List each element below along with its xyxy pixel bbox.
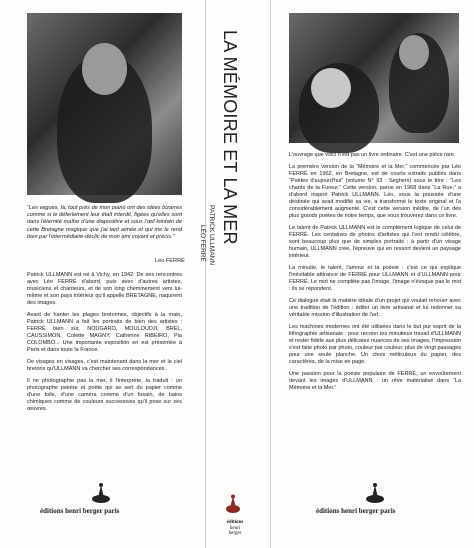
front-cover xyxy=(271,0,474,548)
spine-publisher xyxy=(215,520,255,537)
spine-title-block xyxy=(199,30,240,266)
front-paragraph: Une passion pour la poésie populaire de FERRÉ, un envoûtement devant les images d'ULLMANN : un rêve matérialisé dans “La Mémoire et la Mer.” xyxy=(289,371,461,391)
front-paragraph: L'ouvrage que voici n'est pas un livre ordinaire. C'est une pièce rare. xyxy=(289,152,456,158)
front-paragraph: Ce dialogue était là matière idéale d'un projet qui voulait renouer avec une tradition de l'édition : éditer un livre artisanal et lui redonner sa véritable mission d'illustration de l'art. xyxy=(289,298,461,318)
front-publisher: éditions henri berger paris xyxy=(316,507,396,515)
front-body xyxy=(289,152,461,397)
front-paragraph: Les machines modernes ont été utilisées dans le but pur esprit de la lithographie artisanale : pour recréer les minutieux travail d'ULLMANN et rester fidèle aux plus délicates nuances de ses images, l'impression s'est faite photo par photo, couleur par couleur, plus de vingt passages pour une seule planche. Un choix méticuleux du papier, des caractères, de la mise en page. xyxy=(289,324,461,365)
spine-subtitle: LÉO FERRÉ xyxy=(199,225,206,262)
back-quote-author: Léo FERRÉ xyxy=(155,258,185,264)
spine-publisher-line: henri xyxy=(229,525,241,531)
spine-publisher-line: éditions xyxy=(226,520,244,525)
back-quote: “Les vagues, là, tout près de mon piano ont des idées bizarres comme si le déferlement leur était interdit, figées qu'elles sont dans l'éternité maître d'une diapositive et sous l'œil lointain de cette Bretagne magique que j'ai tant aimée et qui me le rend bien par l'intermédiaire-déclic de mon ami voyant et précis.” xyxy=(27,205,182,240)
back-body xyxy=(27,272,182,418)
spine-publisher-line: berger xyxy=(228,531,242,536)
front-cover-photo xyxy=(289,13,459,143)
spine-title: LA MÉMOIRE ET LA MER xyxy=(220,30,240,245)
back-paragraph: De visages en visages, c'est maintenant dans la mer et le ciel bretons qu'ULLMANN va chercher ses correspondances. xyxy=(27,359,182,372)
back-publisher: éditions henri berger paris xyxy=(40,507,120,515)
back-cover xyxy=(0,0,205,548)
front-paragraph: La minutie, le talent, l'amour et la poésie : c'est ce qui explique l'inévitable attirance de FERRÉ pour ULLMANN et d'ULLMANN pour FERRÉ. Le mot ne complète pas l'image, l'image n'évoque pas le mot : ils se répondent. xyxy=(289,265,461,292)
front-publisher-logo-icon xyxy=(364,482,386,504)
spine-publisher-logo-icon xyxy=(224,494,242,514)
back-paragraph: Avant de hanter les plages bretonnes, objectifs à la main, Patrick ULLMANN a fait les portraits de bien des artistes : FERRÉ bien sûr, NOUGARO, MOULOUDJI, BREL, CAUSSIMON, Colette MAGNY, Catherine RIBEIRO, Pia COLOMBO... Une importante exposition en est présentée à Paris et dans toute la France. xyxy=(27,312,182,353)
front-paragraph: La première version de la “Mémoire et la Mer,” commencée par Léo FERRÉ en 1962, en Bretagne, est de courts extraits publiés dans “Poètes d'aujourd'hui” (volume N° 93 : Seghers) sous le titre : “Les chants de la Fureur.” Cette version, parue en 1968 dans “La Rue,” a d'abord inspiré Patrick ULLMANN. Léo, sous la poussée d'une destinée qui avait modifié sa vie, a transformé le texte original et l'a considérablement augmenté. C'est cette version inédite, de l'un des plus grands poètes de notre temps, que vous trouverez dans ce livre. xyxy=(289,164,461,219)
back-cover-photo xyxy=(27,13,182,195)
back-paragraph: Patrick ULLMANN est né à Vichy, en 1942. De ses rencontres avec Léo FERRÉ d'abord, puis avec d'autres artistes, musiciens et chanteurs, et de son long cheminement vers lui-même et son pays intérieur qu'il appelle BRETAGNE, naquirent des images. xyxy=(27,272,182,306)
back-paragraph: Il ne photographie pas la mer, il l'interprète, la traduit : un photographe peintre et poète qui se sert du papier comme d'une toile, d'une caméra comme d'un fusain, de bains chimiques comme de couleurs successives qu'il pose sur ses œuvres. xyxy=(27,378,182,412)
publisher-logo-icon xyxy=(90,482,112,504)
front-paragraph: Le talent de Patrick ULLMANN est le complément logique de celui de FERRÉ. Les centaines de photos d'artistes qui l'ont rendu célèbre, sont beaucoup plus que de simples portraits : à partir d'un visage humain, ULLMANN crée, l'épreuve qui en ressort devient un paysage intérieur. xyxy=(289,225,461,259)
spine-author: PATRICK ULLMANN xyxy=(208,205,215,266)
